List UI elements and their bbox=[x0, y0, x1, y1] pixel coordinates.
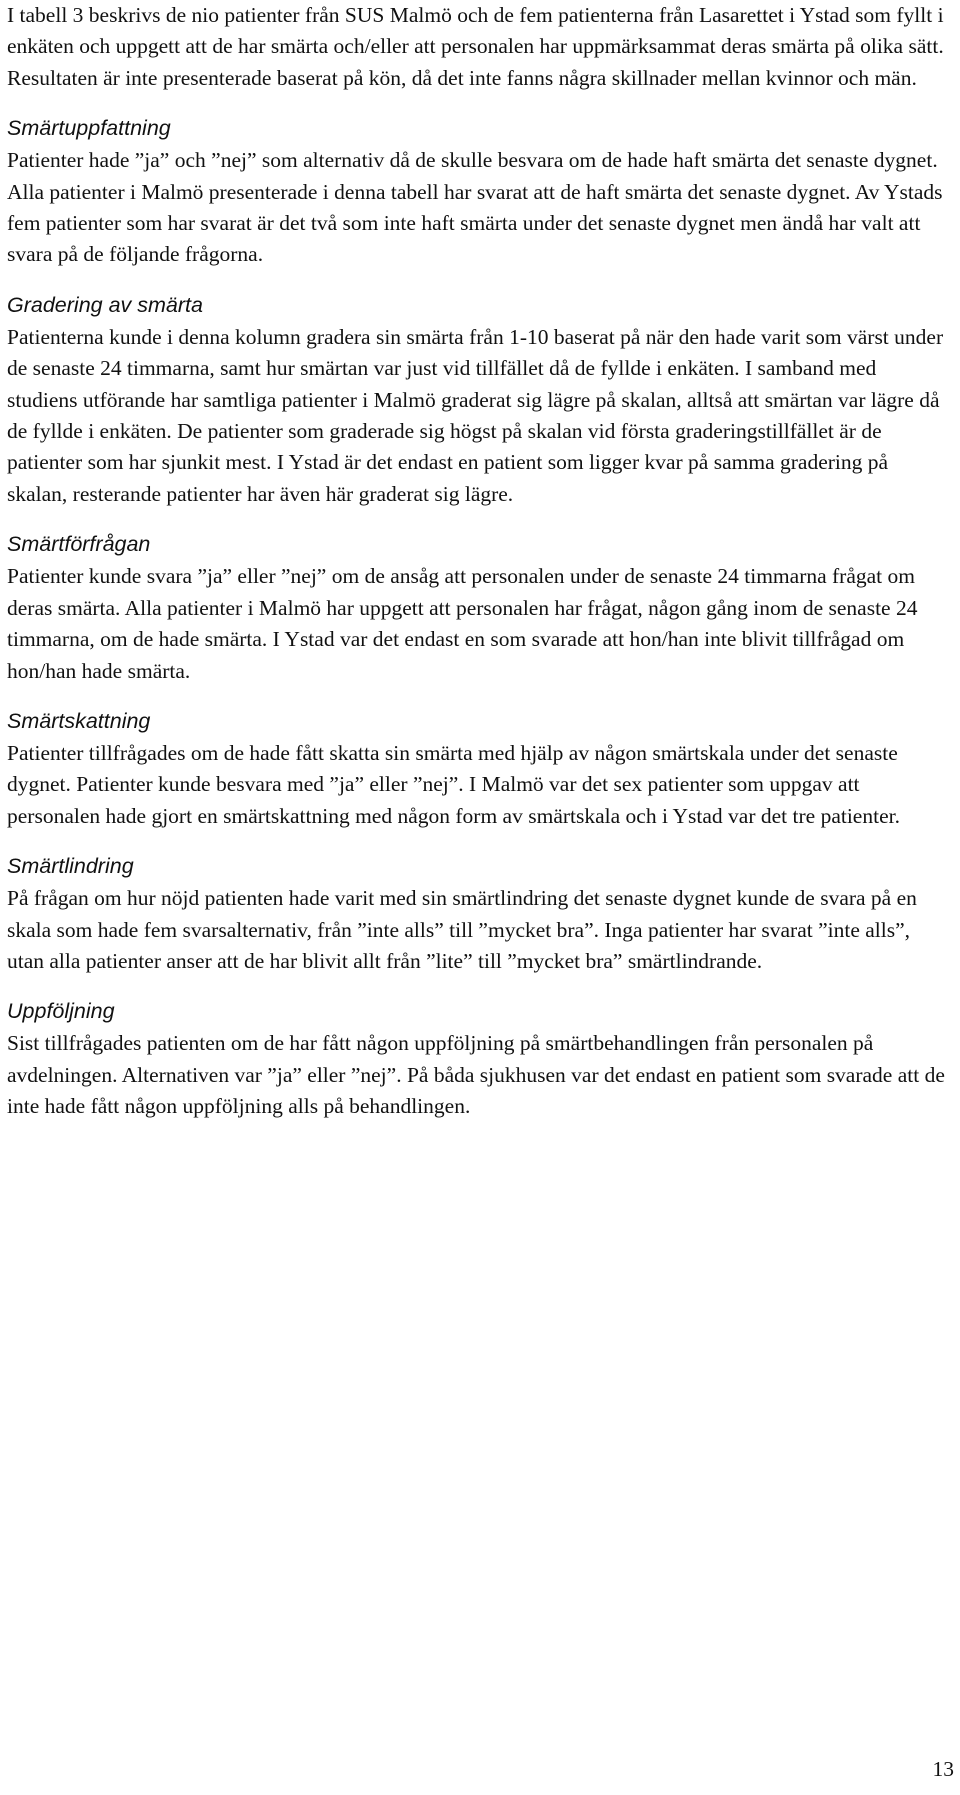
section-heading: Smärtskattning bbox=[7, 708, 151, 733]
section-body: Sist tillfrågades patienten om de har fått någon uppföljning på smärtbehandlingen från personalen på avdelningen. Alternativen var ”ja” eller ”nej”. På båda sjukhusen var det endast en patient som svarade att de inte hade fått någon uppföljning alls på behandlingen. bbox=[7, 1031, 945, 1119]
intro-paragraph: I tabell 3 beskrivs de nio patienter från SUS Malmö och de fem patienterna från Lasarettet i Ystad som fyllt i enkäten och uppgett att de har smärta och/eller att personalen har uppmärksammat deras smärta på olika sätt. Resultaten är inte presenterade baserat på kön, då det inte fanns några skillnader mellan kvinnor och män. bbox=[7, 3, 944, 90]
section-body: Patienter kunde svara ”ja” eller ”nej” om de ansåg att personalen under de senaste 24 timmarna frågat om deras smärta. Alla patienter i Malmö har uppgett att personalen har frågat, någon gång inom de senaste 24 timmarna, om de hade smärta. I Ystad var det endast en som svarade att hon/han inte blivit tillfrågad om hon/han hade smärta. bbox=[7, 564, 918, 683]
section-heading: Smärtuppfattning bbox=[7, 116, 171, 141]
section-uppfoljning bbox=[7, 994, 947, 1122]
section-heading: Smärtförfrågan bbox=[7, 532, 151, 557]
section-body: Patienter hade ”ja” och ”nej” som alternativ då de skulle besvara om de hade haft smärta det senaste dygnet. Alla patienter i Malmö presenterade i denna tabell har svarat att de haft smärta det senaste dygnet. Av Ystads fem patienter som har svarat är det två som inte haft smärta under det senaste dygnet men ändå har valt att svara på de följande frågorna. bbox=[7, 148, 943, 267]
document-page bbox=[7, 0, 947, 1123]
section-smartuppfattning bbox=[7, 111, 947, 271]
section-gradering-av-smarta bbox=[7, 288, 947, 510]
page-number: 13 bbox=[932, 1757, 954, 1781]
section-body: På frågan om hur nöjd patienten hade varit med sin smärtlindring det senaste dygnet kunde de svara på en skala som hade fem svarsalternativ, från ”inte alls” till ”mycket bra”. Inga patienter har svarat ”inte alls”, utan alla patienter anser att de har blivit allt från ”lite” till ”mycket bra” smärtlindrande. bbox=[7, 886, 917, 973]
section-body: Patienterna kunde i denna kolumn gradera sin smärta från 1-10 baserat på när den hade varit som värst under de senaste 24 timmarna, samt hur smärtan var just vid tillfället då de fyllde i enkäten. I samband med studiens utförande har samtliga patienter i Malmö graderat sig lägre på skalan, alltså att smärtan var lägre då de fyllde i enkäten. De patienter som graderade sig högst på skalan vid första graderingstillfället är de patienter som har sjunkit mest. I Ystad är det endast en patient som ligger kvar på samma gradering på skalan, resterande patienter har även här graderat sig lägre. bbox=[7, 324, 944, 506]
section-heading: Uppföljning bbox=[7, 999, 115, 1024]
section-smartforfragan bbox=[7, 527, 947, 687]
section-smartskattning bbox=[7, 704, 947, 832]
section-heading: Gradering av smärta bbox=[7, 292, 203, 317]
section-body: Patienter tillfrågades om de hade fått skatta sin smärta med hjälp av någon smärtskala under det senaste dygnet. Patienter kunde besvara med ”ja” eller ”nej”. I Malmö var det sex patienter som uppgav att personalen hade gjort en smärtskattning med någon form av smärtskala och i Ystad var det tre patienter. bbox=[7, 740, 900, 828]
section-heading: Smärtlindring bbox=[7, 854, 134, 879]
section-smartlindring bbox=[7, 849, 947, 977]
